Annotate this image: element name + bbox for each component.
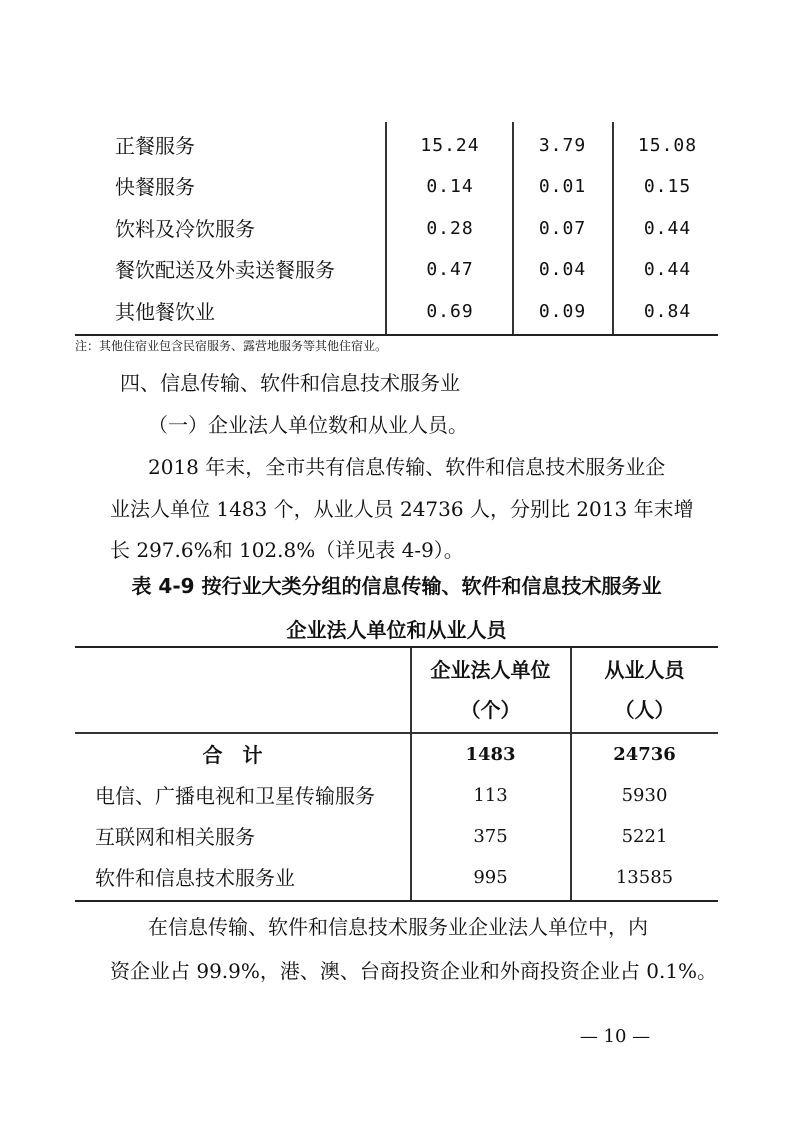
row-value: 113 <box>473 785 508 806</box>
row-label: 软件和信息技术服务业 <box>95 866 295 890</box>
paragraph-line: 长 297.6%和 102.8%（详见表 4-9）。 <box>110 538 464 562</box>
column-header: 从业人员 <box>604 658 685 682</box>
header-divider <box>75 732 718 734</box>
row-value: 15.24 <box>420 135 480 156</box>
table-row <box>75 293 718 331</box>
row-label: 快餐服务 <box>115 175 195 199</box>
row-value: 0.28 <box>426 218 474 239</box>
subsection-heading: （一）企业法人单位数和从业人员。 <box>148 413 468 437</box>
table-row <box>75 858 718 898</box>
row-value: 0.47 <box>426 259 474 280</box>
row-value: 995 <box>473 867 508 888</box>
table-row <box>75 817 718 857</box>
row-value: 0.04 <box>538 259 587 280</box>
row-value: 0.15 <box>643 176 692 197</box>
paragraph-line: 2018 年末，全市共有信息传输、软件和信息技术服务业企 <box>148 455 666 479</box>
row-label: 正餐服务 <box>115 134 195 158</box>
paragraph-line: 在信息传输、软件和信息技术服务业企业法人单位中，内 <box>148 915 648 939</box>
row-label: 饮料及冷饮服务 <box>115 217 255 241</box>
row-value: 0.14 <box>426 176 474 197</box>
table-row <box>75 776 718 816</box>
row-value: 5930 <box>621 785 668 806</box>
column-header: 企业法人单位 <box>430 658 551 682</box>
row-value: 0.07 <box>538 218 587 239</box>
row-value: 0.84 <box>643 301 692 322</box>
row-value: 375 <box>473 826 508 847</box>
continued-table <box>75 122 718 336</box>
table-4-9 <box>75 646 718 902</box>
table-row <box>75 210 718 248</box>
row-value: 0.01 <box>538 176 587 197</box>
row-value: 0.69 <box>426 301 474 322</box>
total-value: 1483 <box>465 744 516 765</box>
section-heading: 四、信息传输、软件和信息技术服务业 <box>120 371 460 395</box>
row-value: 0.44 <box>643 218 692 239</box>
total-value: 24736 <box>613 744 676 765</box>
row-value: 3.79 <box>538 135 587 156</box>
row-label: 其他餐饮业 <box>115 300 215 324</box>
table-row <box>75 251 718 289</box>
total-label: 合计 <box>202 743 283 767</box>
row-value: 15.08 <box>637 135 698 156</box>
table-note: 注：其他住宿业包含民宿服务、露营地服务等其他住宿业。 <box>75 339 388 353</box>
row-value: 5221 <box>621 826 668 847</box>
page-number: — 10 — <box>579 1026 651 1047</box>
table-caption: 表 4-9 按行业大类分组的信息传输、软件和信息技术服务业 <box>131 574 662 598</box>
table-row <box>75 168 718 206</box>
table-row <box>75 127 718 165</box>
row-label: 餐饮配送及外卖送餐服务 <box>115 258 335 282</box>
row-label: 电信、广播电视和卫星传输服务 <box>95 784 375 808</box>
paragraph-line: 业法人单位 1483 个，从业人员 24736 人，分别比 2013 年末增 <box>110 497 694 521</box>
table-caption-subtitle: 企业法人单位和从业人员 <box>286 618 507 642</box>
row-value: 0.44 <box>643 259 692 280</box>
column-unit: （人） <box>614 698 675 722</box>
column-unit: （个） <box>460 698 521 722</box>
row-label: 互联网和相关服务 <box>95 825 255 849</box>
paragraph-line: 资企业占 99.9%，港、澳、台商投资企业和外商投资企业占 0.1%。 <box>110 959 718 983</box>
total-row <box>75 735 718 775</box>
row-value: 0.09 <box>538 301 587 322</box>
row-value: 13585 <box>615 867 674 888</box>
